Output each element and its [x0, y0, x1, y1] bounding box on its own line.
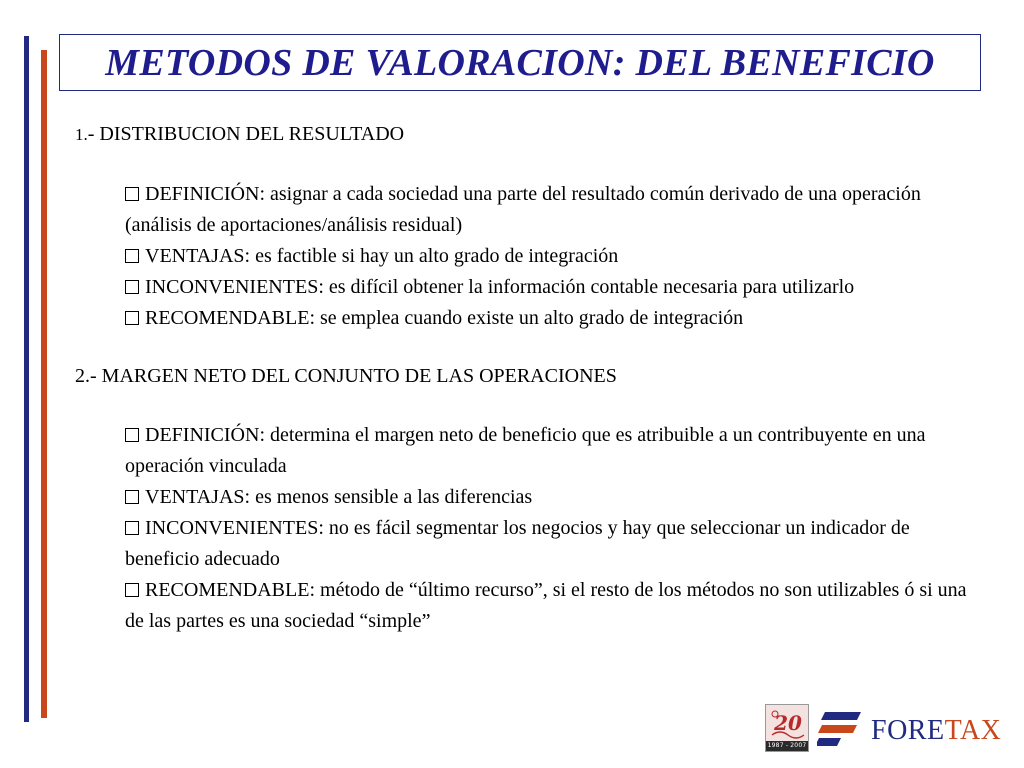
list-item: [125, 482, 975, 513]
checkbox-bullet-icon: [125, 428, 139, 442]
left-red-bar: [41, 50, 47, 718]
left-blue-bar: [24, 36, 29, 722]
foretax-logo: [765, 704, 1015, 754]
item-text: : asignar a cada sociedad una parte del resultado común derivado de una operación (análisis de aportaciones/análisis residual): [125, 183, 921, 236]
item-label: INCONVENIENTES: [145, 276, 319, 298]
foretax-flag-icon: [817, 710, 861, 750]
item-text: : método de “último recurso”, si el resto de los métodos no son utilizables ó si una de las partes es una sociedad “simple”: [125, 579, 967, 632]
svg-text:20: 20: [774, 711, 802, 735]
emblem-years: 1987 - 2007: [767, 742, 807, 749]
brand-name: [871, 716, 1001, 746]
list-item: [125, 303, 975, 334]
item-text: : se emplea cuando existe un alto grado de integración: [309, 307, 744, 329]
checkbox-bullet-icon: [125, 521, 139, 535]
list-item: [125, 272, 975, 303]
checkbox-bullet-icon: [125, 490, 139, 504]
checkbox-bullet-icon: [125, 280, 139, 294]
section-1-number: 1.: [75, 125, 88, 144]
brand-tax: TAX: [944, 715, 1002, 746]
item-text: : determina el margen neto de beneficio que es atribuible a un contribuyente en una operación vinculada: [125, 424, 926, 477]
list-item: [125, 575, 975, 637]
item-label: DEFINICIÓN: [145, 424, 260, 446]
item-label: VENTAJAS: [145, 245, 245, 267]
list-item: [125, 179, 975, 241]
item-label: VENTAJAS: [145, 486, 245, 508]
checkbox-bullet-icon: [125, 249, 139, 263]
section-2-title: - MARGEN NETO DEL CONJUNTO DE LAS OPERACIONES: [90, 365, 617, 387]
list-item: [125, 241, 975, 272]
section-2-heading: [75, 362, 975, 390]
checkbox-bullet-icon: [125, 583, 139, 597]
item-text: : es menos sensible a las diferencias: [244, 486, 533, 508]
item-text: : es factible si hay un alto grado de integración: [244, 245, 619, 267]
section-1-list: [75, 179, 975, 334]
item-label: RECOMENDABLE: [145, 307, 310, 329]
item-label: DEFINICIÓN: [145, 183, 260, 205]
slide-title: METODOS DE VALORACION: DEL BENEFICIO: [105, 41, 935, 84]
section-1-title: - DISTRIBUCION DEL RESULTADO: [87, 123, 405, 145]
checkbox-bullet-icon: [125, 311, 139, 325]
section-1-heading: [75, 120, 975, 149]
item-label: RECOMENDABLE: [145, 579, 310, 601]
slide-content: [75, 120, 975, 637]
list-item: [125, 513, 975, 575]
list-item: [125, 420, 975, 482]
item-text: : no es fácil segmentar los negocios y hay que seleccionar un indicador de beneficio adecuado: [125, 517, 910, 570]
brand-fore: FORE: [871, 715, 945, 746]
anniversary-emblem-icon: [765, 704, 809, 752]
title-box: [59, 34, 981, 91]
section-2-number: 2.: [75, 365, 90, 387]
checkbox-bullet-icon: [125, 187, 139, 201]
item-label: INCONVENIENTES: [145, 517, 319, 539]
item-text: : es difícil obtener la información contable necesaria para utilizarlo: [318, 276, 855, 298]
section-2-list: [75, 420, 975, 637]
